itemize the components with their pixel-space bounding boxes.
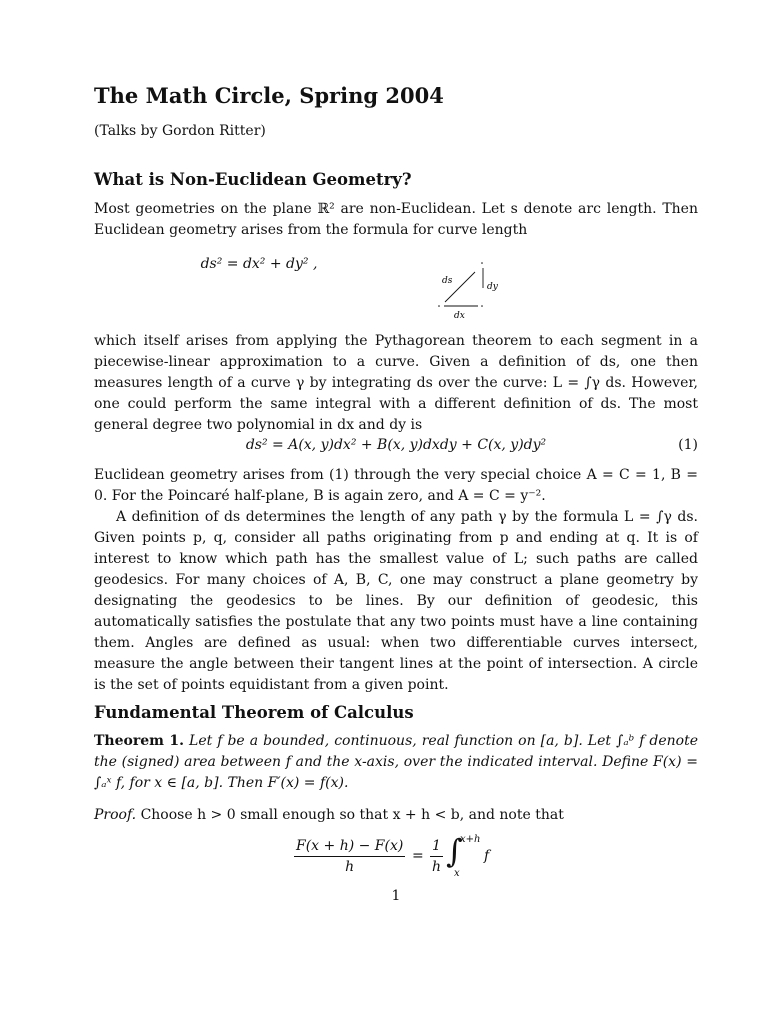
page-number: 1 [391,888,401,904]
diagram-label-dx: dx [454,311,465,321]
proof-text: Choose h > 0 small enough so that x + h < b, and note that [140,807,564,823]
page-subtitle: (Talks by Gordon Ritter) [94,123,266,139]
section-heading-ftc: Fundamental Theorem of Calculus [94,703,414,722]
paragraph-euclidean-choice: Euclidean geometry arises from (1) through the very special choice A = C = 1, B = 0. For the Poincaré half-plane, B is again zero, and A = C = y⁻². [94,467,698,504]
page-title: The Math Circle, Spring 2004 [94,83,444,108]
theorem-statement: Let f be a bounded, continuous, real function on [a, b]. Let ∫ₐᵇ f denote the (signed) area between f and the x-axis, over the indicated interval. Define F(x) = ∫ₐˣ f, for x ∈ [a, b]. Then F′(x) = f(x). [94,733,699,791]
proof-label: Proof. [94,807,137,823]
diagram-label-dy: dy [487,282,498,292]
equation-general-metric: ds² = A(x, y)dx² + B(x, y)dxdy + C(x, y)dy² (1) [245,437,698,453]
diagram-label-ds: ds [442,276,453,286]
equation-arc-length: ds² = dx² + dy² , [200,256,318,272]
section-heading-non-euclidean: What is Non-Euclidean Geometry? [94,170,412,189]
paragraph-geodesics: A definition of ds determines the length of any path γ by the formula L = ∫γ ds. Given points p, q, consider all paths originating from p and ending at q. It is of interest to know which path has the smallest value of L; such paths are called geodesics. For many choices of A, B, C, one may construct a plane geometry by designating the geodesics to be lines. By our definition of geodesic, this automatically satisfies the postulate that any two points must have a line containing them. Angles are defined as usual: when two differentiable curves intersect, measure the angle between their tangent lines at the point of intersection. A circle is the set of points equidistant from a given point. [94,509,698,693]
paragraph-pythagorean: which itself arises from applying the Pythagorean theorem to each segment in a piecewise-linear approximation to a curve. Given a definition of ds, one then measures length of a curve γ by integrating ds over the curve: L = ∫γ ds. However, one could perform the same integral with a different definition of ds. The most general degree two polynomial in dx and dy is [94,333,698,433]
theorem-label: Theorem 1. [94,733,184,749]
proof-intro [94,805,698,826]
theorem-1 [94,731,698,794]
equation-difference-quotient: $\frac{F(x + h) - F(x)}{h}$ = $\frac{1}{h}$ ∫ x+h x f [296,832,490,879]
equation-number: (1) [678,437,698,453]
arc-length-triangle-diagram [434,255,514,323]
paragraph-intro: Most geometries on the plane ℝ² are non-Euclidean. Let s denote arc length. Then Euclidean geometry arises from the formula for curve length [94,201,698,238]
